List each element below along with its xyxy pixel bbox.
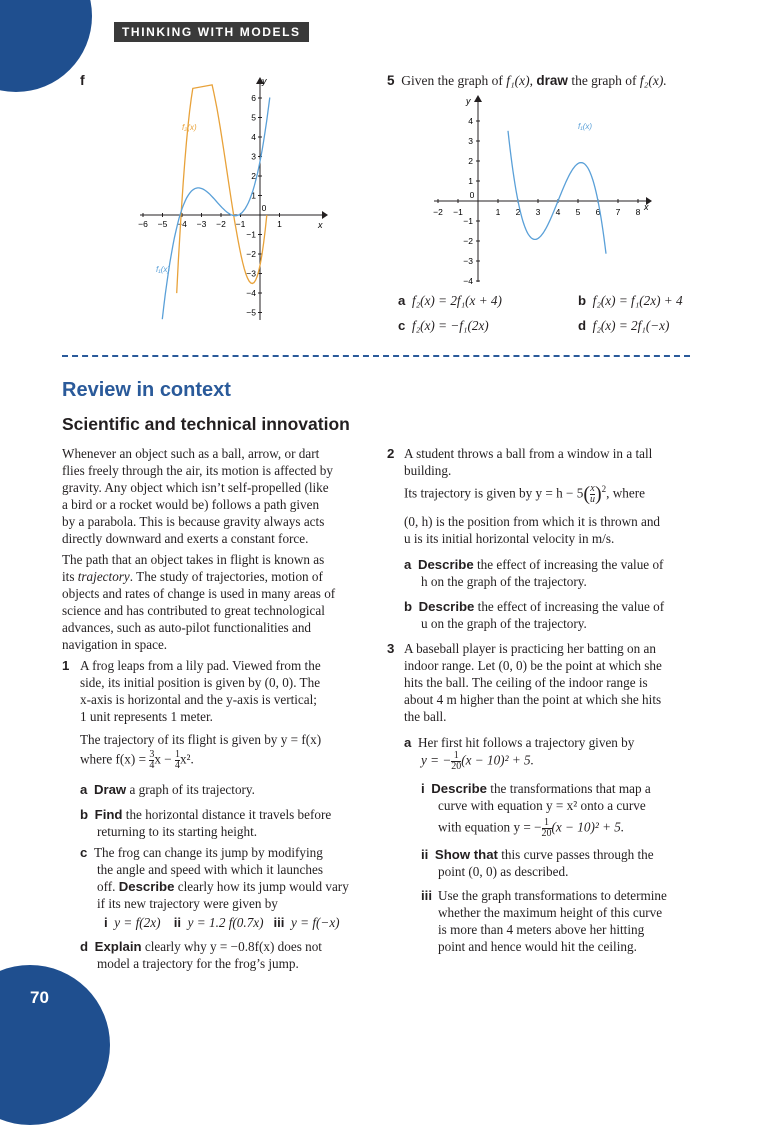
q1-function: where f(x) = $\frac{3}{4}$ x − $\frac{1}{4}$ x². xyxy=(80,749,194,771)
q1-part-c-options: i y = f(2x) ii y = 1.2 f(0.7x) iii y = f(−x) xyxy=(104,915,340,930)
q2-text: A student throws a ball from a window in a tall building. xyxy=(404,446,653,478)
graph-f-x-tick-label: −1 xyxy=(235,219,246,229)
q2-trajectory: Its trajectory is given by y = h − 5( $\frac{x}{u}$ )$^2$, where xyxy=(404,482,645,505)
graph-f-f1-curve xyxy=(162,98,269,320)
graph-q5-x-label: x xyxy=(644,202,649,212)
q1-part-a: a Draw a graph of its trajectory. xyxy=(80,782,255,797)
q3-part-iii-label: iii xyxy=(421,888,432,903)
graph-f-x-tick-label: 0 xyxy=(261,203,267,213)
q5-option-a: a f₂(x) = 2f₁(x + 4) xyxy=(398,293,502,308)
graph-f-y-tick-label: 2 xyxy=(251,171,256,181)
graph-q5-f1-label: f₁(x) xyxy=(578,122,593,131)
q1-text: A frog leaps from a lily pad. Viewed from the side, its initial position is given by (0, 0). The x-axis is horizontal and the y-axis is vertical; 1 unit represents 1 meter. xyxy=(80,658,321,724)
graph-q5-y-arrow xyxy=(474,95,482,102)
graph-f-y-label: y xyxy=(262,76,267,86)
section-banner: THINKING WITH MODELS xyxy=(114,22,309,42)
q1-part-b: b Find the horizontal distance it travels before returning to its starting height. xyxy=(80,807,332,839)
graph-f-x-tick-label: 1 xyxy=(277,219,282,229)
graph-q5-x-tick-label: 6 xyxy=(595,207,601,217)
graph-q5-y-tick-label: 4 xyxy=(468,116,473,126)
q3-part-i: i Describe the transformations that map a curve with equation y = x² onto a curve with equation y = − $\frac{1}{20}$ (x − 10)² + 5. xyxy=(421,781,651,839)
q1-part-d: d Explain clearly why y = −0.8f(x) does not model a trajectory for the frog’s jump. xyxy=(80,939,322,971)
graph-f-y-tick-label: −2 xyxy=(246,249,256,259)
graph-f-x-label: x xyxy=(318,220,323,230)
graph-f-y-tick-label: −5 xyxy=(246,307,256,318)
graph-q5-x-tick-label: 0 xyxy=(469,190,475,200)
graph-f-label: f xyxy=(80,72,85,88)
review-subtitle: Scientific and technical innovation xyxy=(62,414,350,434)
q3-number: 3 xyxy=(387,641,395,656)
graph-f-y-tick-label: −4 xyxy=(246,288,256,298)
q3-part-a: a Her first hit follows a trajectory given by xyxy=(404,735,635,750)
intro-paragraph-2: The path that an object takes in flight is known as its trajectory. The study of trajectories, motion of objects and rates of change is used in many areas of science and has contributed to great technological advances, such as auto-pilot functionalities and navigation in space. xyxy=(62,552,336,652)
graph-q5-x-tick-label: 2 xyxy=(515,207,521,217)
q5-option-d: d f₂(x) = 2f₁(−x) xyxy=(578,318,670,333)
graph-f-y-tick-label: 6 xyxy=(251,93,256,103)
graph-f-x-arrow xyxy=(322,211,328,219)
graph-f-y-tick-label: 5 xyxy=(251,112,256,123)
graph-f-y-tick-label: 4 xyxy=(251,132,256,142)
q2-number: 2 xyxy=(387,446,395,461)
graph-q5-x-tick-label: 8 xyxy=(635,207,641,217)
graph-f-f1-label: f₁(x) xyxy=(156,265,171,274)
q1-trajectory: The trajectory of its flight is given by y = f(x) xyxy=(80,732,322,747)
graph-f xyxy=(140,70,340,325)
review-title: Review in context xyxy=(62,379,231,401)
q3-part-ii: ii Show that this curve passes through the point (0, 0) as described. xyxy=(421,847,654,879)
graph-q5-x-tick-label: 4 xyxy=(555,207,561,217)
q1-part-c: c The frog can change its jump by modifying the angle and speed with which it launches off. Describe clearly how its jump would vary if its new trajectory were given by xyxy=(80,845,349,911)
graph-f-y-tick-label: −3 xyxy=(246,268,256,279)
q5-option-c: c f₂(x) = −f₁(2x) xyxy=(398,318,489,333)
graph-q5-y-tick-label: 1 xyxy=(468,176,473,186)
graph-f-y-tick-label: −1 xyxy=(246,229,256,240)
corner-decoration-top xyxy=(0,0,92,92)
graph-f-x-tick-label: −6 xyxy=(138,219,148,229)
graph-q5-y-tick-label: 3 xyxy=(468,136,473,146)
graph-q5-x-tick-label: −1 xyxy=(453,207,463,217)
graph-q5-x-tick-label: 3 xyxy=(535,207,541,217)
graph-q5-x-tick-label: 1 xyxy=(495,207,501,217)
graph-q5-y-tick-label: −2 xyxy=(463,236,473,246)
q3-text: A baseball player is practicing her batting on an indoor range. Let (0, 0) be the point at which she hits the ball. The ceiling of the indoor range is about 4 m higher than the point at which she hits the ball. xyxy=(404,641,662,724)
graph-q5-y-tick-label: 2 xyxy=(468,156,473,166)
q2-part-b: b Describe the effect of increasing the value of u on the graph of the trajectory. xyxy=(404,599,665,631)
graph-f-f2-label: f₂(x) xyxy=(182,123,197,132)
q2-description: (0, h) is the position from which it is thrown and u is its initial horizontal velocity in m/s. xyxy=(404,514,661,546)
graph-q5-x-tick-label: −2 xyxy=(433,207,443,217)
q5-option-b: b f₂(x) = f₁(2x) + 4 xyxy=(578,293,683,308)
intro-paragraph-1: Whenever an object such as a ball, arrow, or dart flies freely through the air, its motion is affected by gravity. Any object which isn’t self-propelled (like a bird or a rocket would be) follows a path given by a parabola. This is because gravity always acts directly downward and exerts a constant force. xyxy=(62,446,333,546)
q3-part-a-equation: y = − $\frac{1}{20}$ (x − 10)² + 5. xyxy=(421,750,534,772)
graph-q5-y-tick-label: −4 xyxy=(463,276,473,286)
graph-q5-x-tick-label: 5 xyxy=(575,207,581,217)
page-number: 70 xyxy=(30,988,49,1007)
graph-f-x-ticks xyxy=(138,203,282,229)
graph-f-x-tick-label: −2 xyxy=(216,219,226,229)
section-divider xyxy=(62,355,690,357)
q1-number: 1 xyxy=(62,658,70,673)
graph-q5 xyxy=(420,92,660,287)
graph-f-x-tick-label: −5 xyxy=(157,219,168,229)
graph-q5-x-ticks xyxy=(433,190,640,217)
graph-q5-x-tick-label: 7 xyxy=(615,207,621,217)
q5-prompt: 5 Given the graph of f₁(x), draw the graph of f₂(x). xyxy=(387,73,667,88)
graph-f-x-tick-label: −4 xyxy=(177,219,187,229)
q3-part-iii: Use the graph transformations to determine whether the maximum height of this curve is more than 4 meters above her hitting point and hence would hit the ceiling. xyxy=(438,888,667,954)
corner-decoration-bottom xyxy=(0,965,110,1125)
graph-f-y-tick-label: 3 xyxy=(251,151,256,162)
graph-f-x-tick-label: −3 xyxy=(196,219,207,229)
graph-q5-f1-curve xyxy=(508,131,606,254)
graph-f-y-tick-label: 1 xyxy=(251,190,256,201)
graph-q5-y-tick-label: −1 xyxy=(463,216,473,226)
graph-q5-y-tick-label: −3 xyxy=(463,256,473,266)
q2-part-a: a Describe the effect of increasing the value of h on the graph of the trajectory. xyxy=(404,557,664,589)
graph-q5-y-label: y xyxy=(466,96,471,106)
